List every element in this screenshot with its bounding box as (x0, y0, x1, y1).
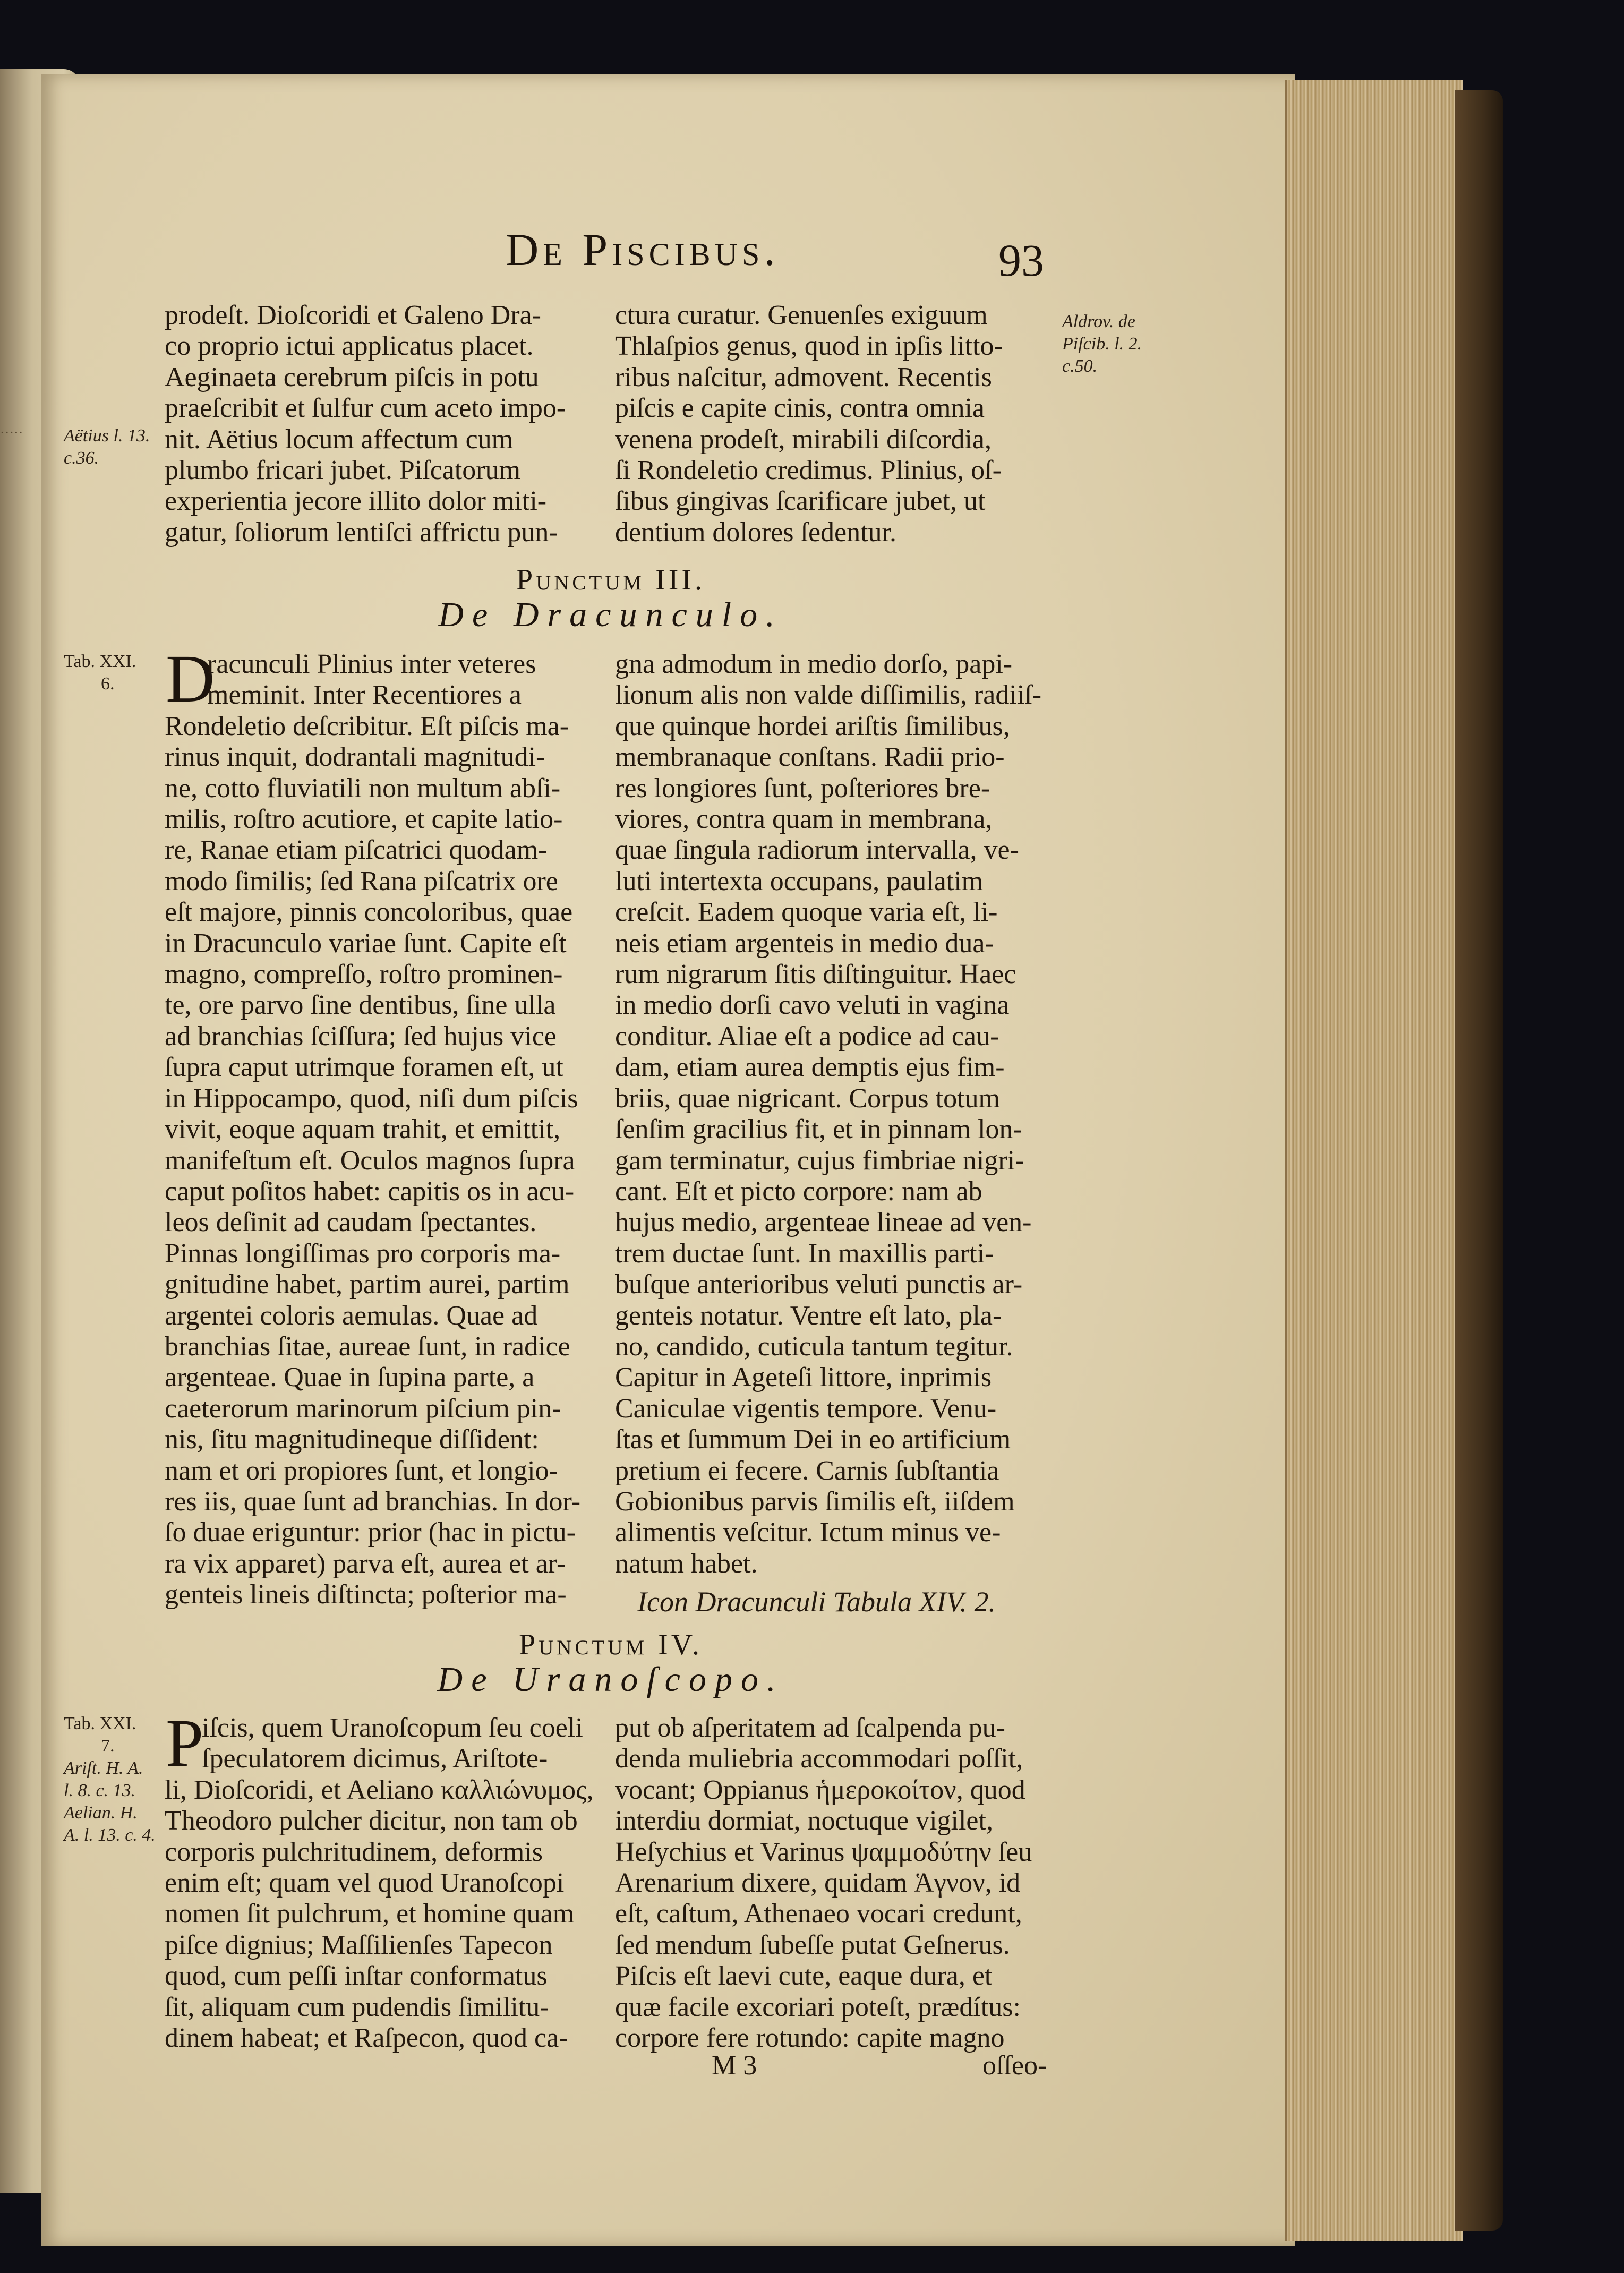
section-3-heading: Punctum III. (516, 563, 706, 596)
section-4-title: De Uranoſcopo. (437, 1660, 784, 1699)
section-4-column-right: put ob aſperitatem ad ſcalpenda pu- denda muliebria accommodari poſſit, vocant; Oppianus ἡμεροκοίτον, quod interdiu dormiat, noctuque vigilet, Heſychius et Varinus ψαμμοδύτην ſeu Arenarium dixere, quidam Ἁγνον, id eſt, caſtum, Athenaeo vocari credunt, ſed mendum ſubeſſe putat Geſnerus. Piſcis eſt laevi cute, eaque dura, et quæ facile excoriari poteſt, prædítus: corpore fere rotundo: capite magno (615, 1713, 1032, 2054)
dropcap-p: P (166, 1705, 204, 1781)
section-3-column-right: gna admodum in medio dorſo, papi- lionum alis non valde diſſimilis, radiiſ- que quinque hordei ariſtis ſimilibus, membranaque conſtans. Radii prio- res longiores ſunt, poſteriores bre- viores, contra quam in membrana, quae ſingula radiorum intervalla, ve- luti intertexta occupans, paulatim creſcit. Eadem quoque varia eſt, li- neis etiam argenteis in medio dua- rum nigrarum ſitis diſtinguitur. Haec in medio dorſi cavo veluti in vagina conditur. Aliae eſt a podice ad cau- dam, etiam aurea demptis ejus fim- briis, quae nigricant. Corpus totum ſenſim gracilius fit, et in pinnam lon- gam terminatur, cujus fimbriae nigri- cant. Eſt et picto corpore: nam ab hujus medio, argenteae lineae ad ven- trem ductae ſunt. In maxillis parti- buſque anterioribus veluti punctis ar- genteis notatur. Ventre eſt lato, pla- no, candido, cuticula tantum tegitur. Capitur in Ageteſi littore, inprimis Caniculae vigentis tempore. Venu- ſtas et ſummum Dei in eo artificium pretium ei fecere. Carnis ſubſtantia Gobionibus parvis ſimilis eſt, iiſdem alimentis veſcitur. Ictum minus ve- natum habet. (615, 649, 1042, 1579)
section-3-column-left: racunculi Plinius inter veteres meminit. Inter Recentiores a Rondeletio deſcribitur. Eſt piſcis ma- rinus inquit, dodrantali magnitudi- ne, cotto fluviatili non multum abſi- milis, roſtro acutiore, et capite latio- re, Ranae etiam piſcatrici quodam- modo ſimilis; ſed Rana piſcatrix ore eſt majore, pinnis concoloribus, quae in Dracunculo variae ſunt. Capite eſt magno, compreſſo, roſtro prominen- te, ore parvo ſine dentibus, ſine ulla ad branchias ſciſſura; ſed hujus vice ſupra caput utrimque foramen eſt, ut in Hippocampo, quod, niſi dum piſcis vivit, eoque aquam trahit, et emittit, manifeſtum eſt. Oculos magnos ſupra caput poſitos habet: capitis os in acu- leos deſinit ad caudam ſpectantes. Pinnas longiſſimas pro corporis ma- gnitudine habet, partim aurei, partim argentei coloris aemulas. Quae ad branchias ſitae, aureae ſunt, in radice argenteae. Quae in ſupina parte, a caeterorum marinorum piſcium pin- nis, ſitu magnitudineque diſſident: nam et ori propiores ſunt, et longio- res iis, quae ſunt ad branchias. In dor- ſo duae eriguntur: prior (hac in pictu- ra vix apparet) parva eſt, aurea et ar- genteis lineis diſtincta; poſterior ma- (165, 649, 581, 1610)
margin-note-tab-21-6: Tab. XXI. 6. (64, 652, 136, 694)
page-number: 93 (998, 235, 1044, 286)
running-title: De Piscibus. (506, 224, 780, 275)
margin-note-aetius: Aëtius l. 13. c.36. (64, 426, 150, 468)
section-3-title: De Dracunculo. (438, 595, 783, 634)
left-page-fragment: ····· (0, 425, 23, 440)
book-cover-edge (1455, 90, 1503, 2231)
section-4-heading: Punctum IV. (518, 1628, 703, 1661)
catchword: oſſeo- (982, 2050, 1047, 2081)
margin-note-aldrov: Aldrov. de Piſcib. l. 2. c.50. (1062, 312, 1142, 376)
page-edges (1285, 80, 1463, 2241)
block1-column-left: prodeſt. Dioſcoridi et Galeno Dra- co proprio ictui applicatus placet. Aeginaeta cerebrum piſcis in potu praeſcribit et ſulfur cum aceto impo- nit. Aëtius locum affectum cum plumbo fricari jubet. Piſcatorum experientia jecore illito dolor miti- gatur, ſoliorum lentiſci affrictu pun- (165, 300, 566, 548)
figure-reference: Icon Dracunculi Tabula XIV. 2. (637, 1586, 996, 1618)
dropcap-d: D (166, 641, 215, 716)
block1-column-right: ctura curatur. Genuenſes exiguum Thlaſpios genus, quod in ipſis litto- ribus naſcitur, admovent. Recentis piſcis e capite cinis, contra omnia venena prodeſt, mirabili diſcordia, ſi Rondeletio credimus. Plinius, oſ- ſibus gingivas ſcarificare jubet, ut dentium dolores ſedentur. (615, 300, 1003, 548)
section-4-column-left: iſcis, quem Uranoſcopum ſeu coeli ſpeculatorem dicimus, Ariſtote- li, Dioſcoridi, et Aeliano καλλιώνυμος, Theodoro pulcher dicitur, non tam ob corporis pulchritudinem, deformis enim eſt; quam vel quod Uranoſcopi nomen ſit pulchrum, et homine quam piſce dignius; Maſſilienſes Tapecon quod, cum peſſi inſtar conformatus ſit, aliquam cum pudendis ſimilitu- dinem habeat; et Raſpecon, quod ca- (165, 1713, 594, 2054)
margin-note-tab-21-7: Tab. XXI. 7. Ariſt. H. A. l. 8. c. 13. Aelian. H. A. l. 13. c. 4. (64, 1714, 156, 1845)
signature-mark: M 3 (712, 2050, 757, 2081)
